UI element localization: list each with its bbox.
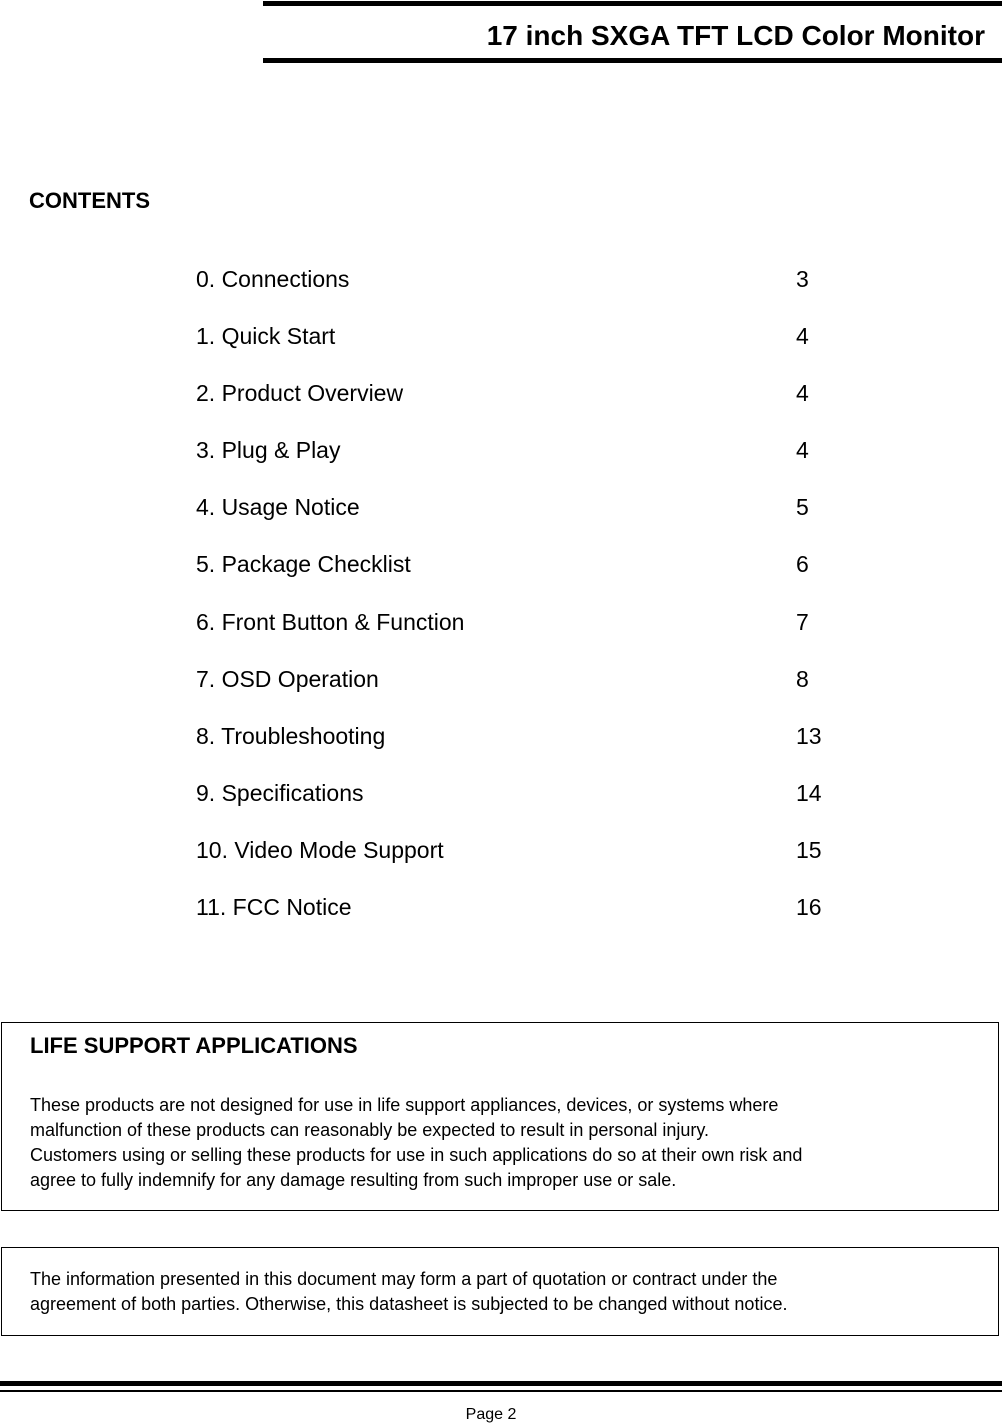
toc-entry-page: 15 — [796, 836, 822, 863]
toc-entry-label: 7. OSD Operation — [196, 665, 379, 692]
toc-entry-label: 5. Package Checklist — [196, 551, 411, 578]
toc-entry-front-button-function[interactable] — [196, 607, 896, 664]
toc-entry-page: 6 — [796, 551, 809, 578]
toc-entry-label: 8. Troubleshooting — [196, 722, 386, 749]
toc-entry-page: 5 — [796, 494, 809, 521]
toc-entry-osd-operation[interactable] — [196, 664, 896, 721]
toc-entry-page: 3 — [796, 266, 809, 292]
toc-entry-label: 3. Plug & Play — [196, 437, 341, 464]
life-support-text — [30, 1093, 970, 1193]
document-notice-line: agreement of both parties. Otherwise, this datasheet is subjected to be changed without notice. — [30, 1294, 788, 1314]
toc-entry-page: 4 — [796, 437, 809, 464]
toc-entry-label: 10. Video Mode Support — [196, 836, 444, 863]
toc-entry-specifications[interactable] — [196, 778, 896, 835]
toc-entry-label: 4. Usage Notice — [196, 494, 360, 521]
toc-entry-label: 0. Connections — [196, 266, 350, 292]
header-rule-top — [263, 1, 1002, 6]
toc-entry-usage-notice[interactable] — [196, 492, 896, 549]
contents-heading: CONTENTS — [29, 188, 150, 213]
toc-entry-page: 7 — [796, 608, 809, 635]
toc-entry-page: 4 — [796, 323, 809, 350]
toc-entry-fcc-notice[interactable] — [196, 892, 896, 949]
toc-entry-video-mode-support[interactable] — [196, 835, 896, 892]
toc-entry-page: 14 — [796, 779, 822, 806]
toc-entry-quick-start[interactable] — [196, 321, 896, 378]
toc-entry-page: 8 — [796, 665, 809, 692]
toc-entry-product-overview[interactable] — [196, 378, 896, 435]
toc-entry-troubleshooting[interactable] — [196, 721, 896, 778]
life-support-notice-box — [1, 1022, 999, 1211]
footer-rule-thin — [0, 1390, 1002, 1392]
footer-rule-thick — [0, 1381, 1002, 1386]
life-support-line: Customers using or selling these products for use in such applications do so at their own risk and — [30, 1145, 803, 1165]
life-support-title: LIFE SUPPORT APPLICATIONS — [30, 1033, 358, 1058]
toc-entry-package-checklist[interactable] — [196, 549, 896, 606]
document-notice-box — [1, 1247, 999, 1336]
toc-entry-page: 16 — [796, 894, 822, 921]
document-title: 17 inch SXGA TFT LCD Color Monitor — [486, 20, 985, 51]
toc-entry-label: 11. FCC Notice — [196, 894, 352, 921]
document-notice-text — [30, 1267, 970, 1317]
header-rule-bottom — [263, 58, 1002, 63]
document-notice-line: The information presented in this document may form a part of quotation or contract under the — [30, 1269, 778, 1289]
table-of-contents — [196, 264, 896, 949]
toc-entry-plug-and-play[interactable] — [196, 435, 896, 492]
life-support-line: malfunction of these products can reasonably be expected to result in personal injury. — [30, 1120, 710, 1140]
toc-entry-label: 1. Quick Start — [196, 323, 336, 350]
toc-entry-connections[interactable] — [196, 264, 896, 321]
page-number: Page 2 — [465, 1406, 517, 1423]
toc-entry-page: 13 — [796, 722, 822, 749]
toc-entry-page: 4 — [796, 380, 809, 407]
toc-entry-label: 9. Specifications — [196, 779, 364, 806]
toc-entry-label: 2. Product Overview — [196, 380, 404, 407]
life-support-line: agree to fully indemnify for any damage resulting from such improper use or sale. — [30, 1170, 677, 1190]
life-support-line: These products are not designed for use in life support appliances, devices, or systems where — [30, 1095, 779, 1115]
toc-entry-label: 6. Front Button & Function — [196, 608, 465, 635]
